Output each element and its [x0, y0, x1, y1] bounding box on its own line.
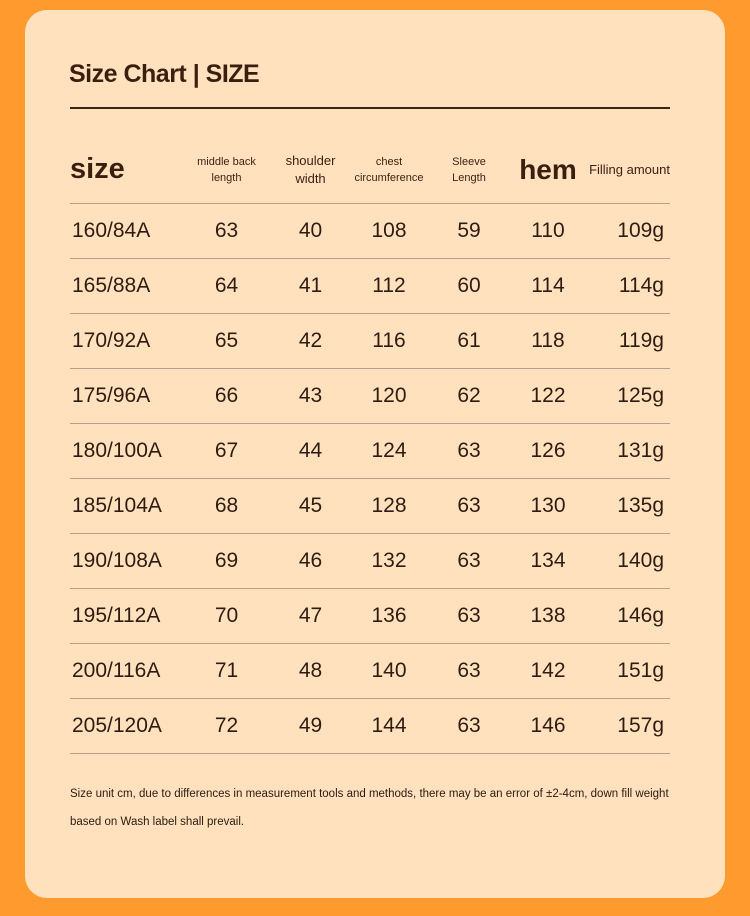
- cell-chest-circumference: 116: [348, 314, 430, 369]
- cell-hem: 130: [508, 479, 588, 534]
- header-hem: hem: [508, 136, 588, 204]
- header-shoulder-width: [273, 136, 348, 204]
- cell-chest-circumference: 128: [348, 479, 430, 534]
- cell-middle-back-length: 69: [180, 534, 273, 589]
- cell-filling-amount: 146g: [588, 589, 670, 644]
- cell-hem: 110: [508, 204, 588, 259]
- cell-hem: 122: [508, 369, 588, 424]
- cell-shoulder-width: 41: [273, 259, 348, 314]
- cell-size: 165/88A: [70, 259, 180, 314]
- table-row: [70, 424, 670, 479]
- cell-hem: 114: [508, 259, 588, 314]
- table-row: [70, 644, 670, 699]
- cell-chest-circumference: 120: [348, 369, 430, 424]
- header-sleeve-length: [430, 136, 508, 204]
- page-title: Size Chart | SIZE: [69, 60, 260, 88]
- cell-middle-back-length: 63: [180, 204, 273, 259]
- cell-hem: 142: [508, 644, 588, 699]
- cell-sleeve-length: 60: [430, 259, 508, 314]
- cell-middle-back-length: 65: [180, 314, 273, 369]
- header-filling-amount: Filling amount: [588, 136, 670, 204]
- cell-shoulder-width: 42: [273, 314, 348, 369]
- cell-chest-circumference: 144: [348, 699, 430, 754]
- size-table: [70, 136, 670, 754]
- cell-sleeve-length: 63: [430, 479, 508, 534]
- cell-chest-circumference: 112: [348, 259, 430, 314]
- cell-hem: 126: [508, 424, 588, 479]
- cell-filling-amount: 151g: [588, 644, 670, 699]
- cell-size: 200/116A: [70, 644, 180, 699]
- table-body: [70, 204, 670, 754]
- cell-shoulder-width: 43: [273, 369, 348, 424]
- header-middle-back-length: [180, 136, 273, 204]
- table-row: [70, 699, 670, 754]
- cell-sleeve-length: 61: [430, 314, 508, 369]
- table-header-row: [70, 136, 670, 204]
- cell-filling-amount: 135g: [588, 479, 670, 534]
- cell-hem: 118: [508, 314, 588, 369]
- cell-chest-circumference: 108: [348, 204, 430, 259]
- table-row: [70, 479, 670, 534]
- cell-middle-back-length: 66: [180, 369, 273, 424]
- cell-filling-amount: 131g: [588, 424, 670, 479]
- cell-chest-circumference: 136: [348, 589, 430, 644]
- cell-shoulder-width: 45: [273, 479, 348, 534]
- table-row: [70, 204, 670, 259]
- cell-shoulder-width: 46: [273, 534, 348, 589]
- header-sleeve-length-text: Sleeve Length: [452, 155, 486, 184]
- cell-size: 160/84A: [70, 204, 180, 259]
- cell-hem: 134: [508, 534, 588, 589]
- table-row: [70, 259, 670, 314]
- cell-middle-back-length: 72: [180, 699, 273, 754]
- header-middle-back-length-text: middle back length: [197, 155, 256, 184]
- cell-middle-back-length: 70: [180, 589, 273, 644]
- cell-shoulder-width: 47: [273, 589, 348, 644]
- cell-chest-circumference: 140: [348, 644, 430, 699]
- cell-shoulder-width: 44: [273, 424, 348, 479]
- cell-filling-amount: 109g: [588, 204, 670, 259]
- cell-sleeve-length: 63: [430, 589, 508, 644]
- cell-size: 190/108A: [70, 534, 180, 589]
- cell-sleeve-length: 63: [430, 699, 508, 754]
- cell-filling-amount: 125g: [588, 369, 670, 424]
- cell-size: 175/96A: [70, 369, 180, 424]
- cell-sleeve-length: 62: [430, 369, 508, 424]
- cell-hem: 138: [508, 589, 588, 644]
- header-chest-circumference-text: chest circumference: [354, 155, 424, 184]
- table-row: [70, 369, 670, 424]
- cell-shoulder-width: 40: [273, 204, 348, 259]
- cell-size: 180/100A: [70, 424, 180, 479]
- cell-filling-amount: 140g: [588, 534, 670, 589]
- table-row: [70, 534, 670, 589]
- header-shoulder-width-text: shoulder width: [285, 152, 336, 186]
- cell-sleeve-length: 63: [430, 534, 508, 589]
- cell-size: 205/120A: [70, 699, 180, 754]
- cell-shoulder-width: 49: [273, 699, 348, 754]
- cell-shoulder-width: 48: [273, 644, 348, 699]
- cell-size: 195/112A: [70, 589, 180, 644]
- size-chart-card: [25, 10, 725, 898]
- header-chest-circumference: [348, 136, 430, 204]
- cell-filling-amount: 157g: [588, 699, 670, 754]
- cell-hem: 146: [508, 699, 588, 754]
- cell-size: 185/104A: [70, 479, 180, 534]
- cell-middle-back-length: 67: [180, 424, 273, 479]
- cell-size: 170/92A: [70, 314, 180, 369]
- footnote: Size unit cm, due to differences in measurement tools and methods, there may be an error of ±2-4cm, down fill weight based on Wash label shall prevail.: [70, 788, 669, 828]
- cell-chest-circumference: 132: [348, 534, 430, 589]
- table-row: [70, 589, 670, 644]
- cell-filling-amount: 114g: [588, 259, 670, 314]
- cell-filling-amount: 119g: [588, 314, 670, 369]
- cell-chest-circumference: 124: [348, 424, 430, 479]
- title-divider: [70, 107, 670, 109]
- cell-middle-back-length: 68: [180, 479, 273, 534]
- cell-middle-back-length: 64: [180, 259, 273, 314]
- cell-middle-back-length: 71: [180, 644, 273, 699]
- header-size: size: [70, 136, 180, 204]
- table-row: [70, 314, 670, 369]
- cell-sleeve-length: 63: [430, 644, 508, 699]
- cell-sleeve-length: 63: [430, 424, 508, 479]
- cell-sleeve-length: 59: [430, 204, 508, 259]
